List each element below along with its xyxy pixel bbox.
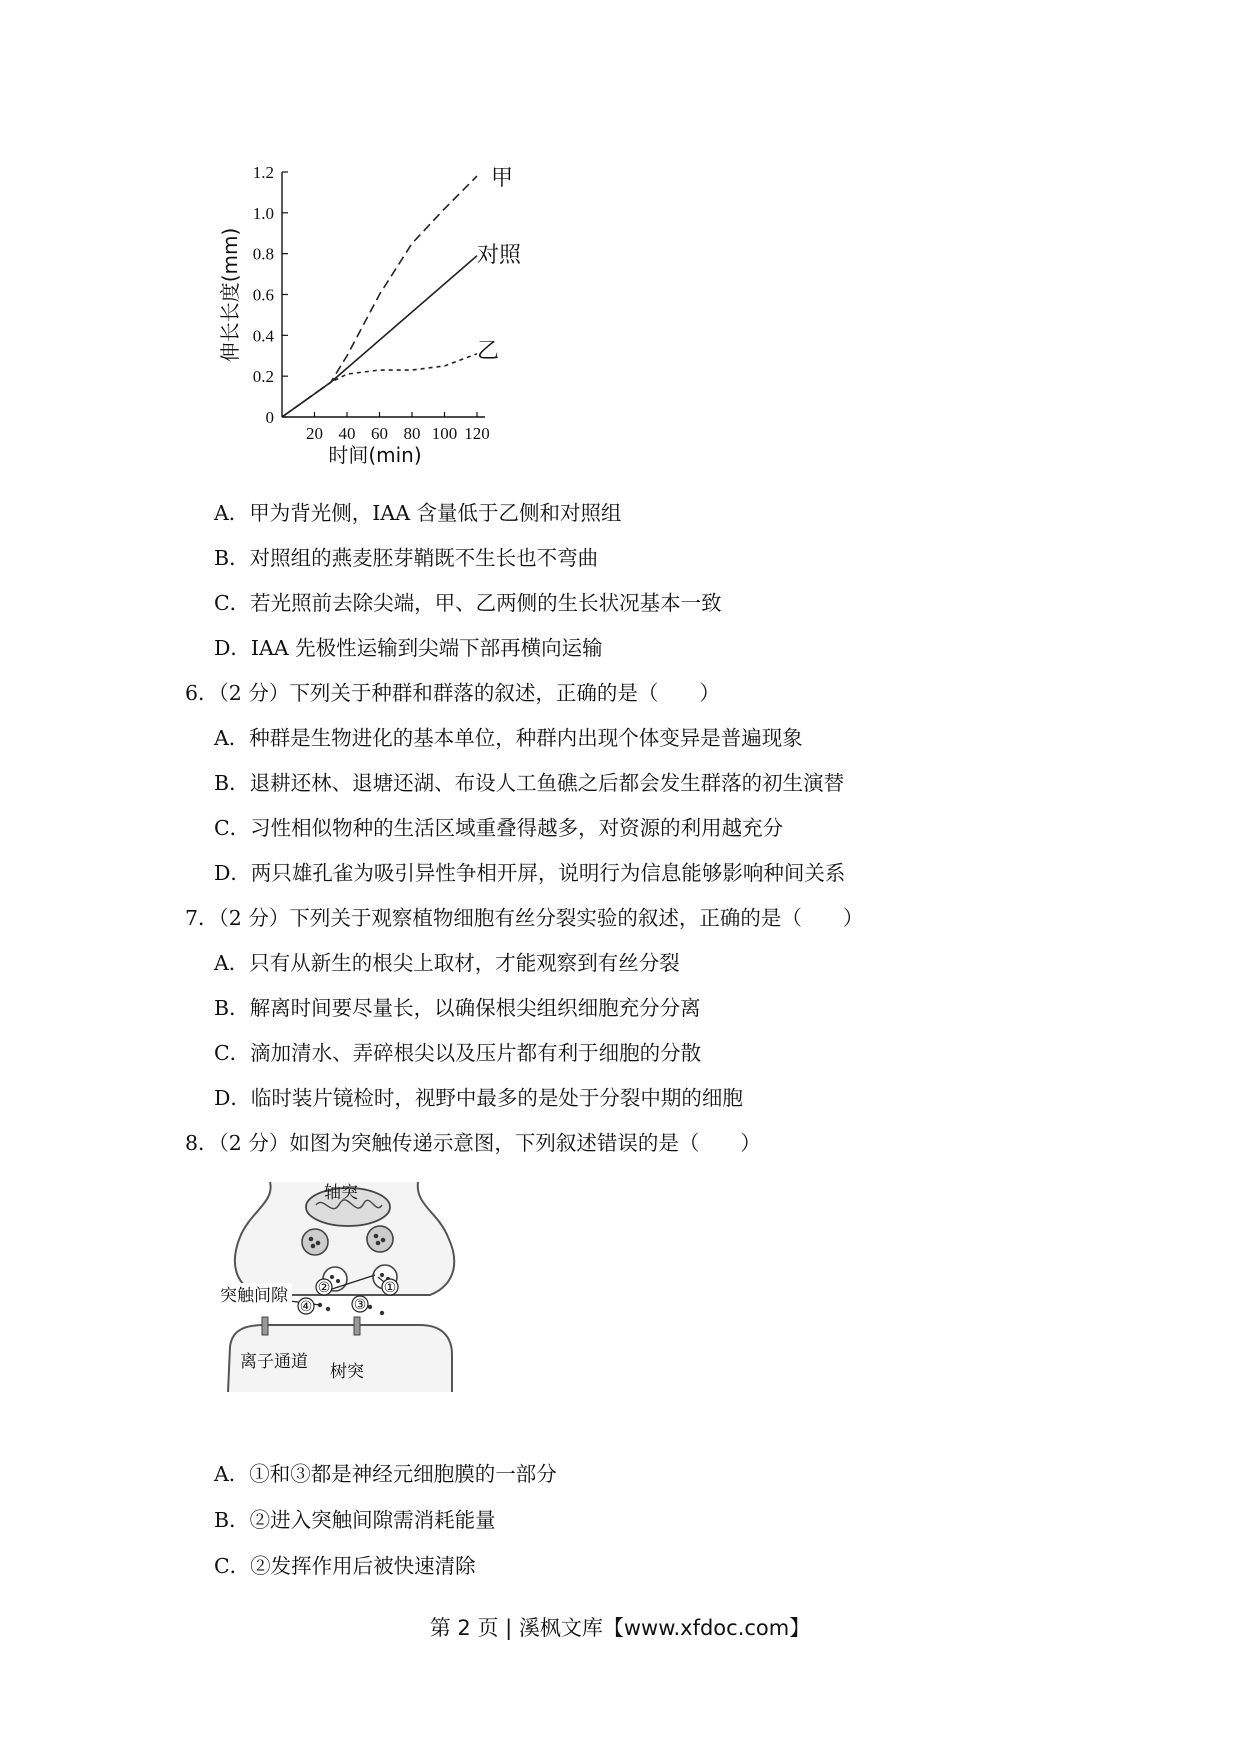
marker-1 [382,1279,398,1296]
vesicle [302,1229,328,1255]
y-tick-label: 1.2 [252,163,274,182]
marker-1-label: ① [383,1280,397,1296]
marker-3 [352,1296,368,1313]
y-tick-label: 0.6 [252,285,274,305]
q5-option-a: A．甲为背光侧，IAA 含量低于乙侧和对照组 [214,501,622,525]
q5-option-c: C．若光照前去除尖端，甲、乙两侧的生长状况基本一致 [214,591,722,615]
q7-option-c: C．滴加清水、弄碎根尖以及压片都有利于细胞的分散 [214,1041,702,1065]
marker-2-label: ② [317,1280,331,1296]
q7-option-b: B．解离时间要尽量长，以确保根尖组织细胞充分分离 [214,996,701,1020]
growth-chart-svg [215,160,535,480]
y-tick-label: 0 [265,408,274,427]
y-axis-label: 伸长长度(mm) [218,227,242,363]
label-synaptic-cleft: 突触间隙 [220,1286,288,1306]
series-label-jia: 甲 [491,166,514,191]
q5-option-b: B．对照组的燕麦胚芽鞘既不生长也不弯曲 [214,546,599,570]
synapse-diagram [220,1177,480,1397]
label-dendrite: 树突 [330,1362,364,1382]
series-label-yi: 乙 [477,339,500,364]
vesicle [367,1226,393,1252]
y-tick-label: 0.8 [252,244,274,264]
q8-option-c: C．②发挥作用后被快速清除 [214,1554,476,1578]
q6-option-a: A．种群是生物进化的基本单位，种群内出现个体变异是普遍现象 [214,726,803,750]
x-tick-label: 120 [464,424,490,443]
q8-option-a: A．①和③都是神经元细胞膜的一部分 [214,1462,557,1486]
marker-4-label: ④ [299,1299,313,1315]
x-tick-label: 100 [431,424,458,443]
q7-stem: 7．（2 分）下列关于观察植物细胞有丝分裂实验的叙述，正确的是（ ） [185,906,864,930]
series-line-yi [282,354,477,417]
q6-option-b: B．退耕还林、退塘还湖、布设人工鱼礁之后都会发生群落的初生演替 [214,771,845,795]
q6-option-d: D．两只雄孔雀为吸引异性争相开屏，说明行为信息能够影响种间关系 [214,861,846,885]
q6-stem: 6．（2 分）下列关于种群和群落的叙述，正确的是（ ） [185,681,720,705]
label-axon: 轴突 [324,1183,358,1203]
q7-option-d: D．临时装片镜检时，视野中最多的是处于分裂中期的细胞 [214,1086,743,1110]
q8-stem: 8．（2 分）如图为突触传递示意图，下列叙述错误的是（ ） [185,1131,761,1155]
x-tick-label: 20 [306,424,323,443]
synapse-diagram-svg [220,1177,480,1397]
q7-option-a: A．只有从新生的根尖上取材，才能观察到有丝分裂 [214,951,680,975]
x-tick-label: 60 [371,424,388,443]
x-tick-label: 40 [338,424,356,443]
marker-2 [316,1279,332,1296]
label-ion-channel: 离子通道 [240,1352,308,1372]
ion-channel [354,1317,360,1335]
x-tick-label: 80 [403,424,421,443]
q6-option-c: C．习性相似物种的生活区域重叠得越多，对资源的利用越充分 [214,816,784,840]
q5-option-d: D．IAA 先极性运输到尖端下部再横向运输 [214,636,603,660]
y-tick-label: 0.2 [252,367,274,387]
x-axis-label: 时间(min) [328,443,422,467]
series-line-jia [282,176,477,417]
series-line-control [282,256,477,417]
page-footer: 第 2 页 | 溪枫文库【www.xfdoc.com】 [429,1616,811,1640]
marker-3-label: ③ [353,1297,367,1313]
series-label-control: 对照 [477,243,522,268]
ion-channel [262,1317,268,1335]
marker-4 [298,1298,314,1315]
y-tick-label: 0.4 [252,326,274,346]
q8-option-b: B．②进入突触间隙需消耗能量 [214,1508,496,1532]
growth-chart [215,160,535,480]
y-tick-label: 1.0 [252,203,274,223]
